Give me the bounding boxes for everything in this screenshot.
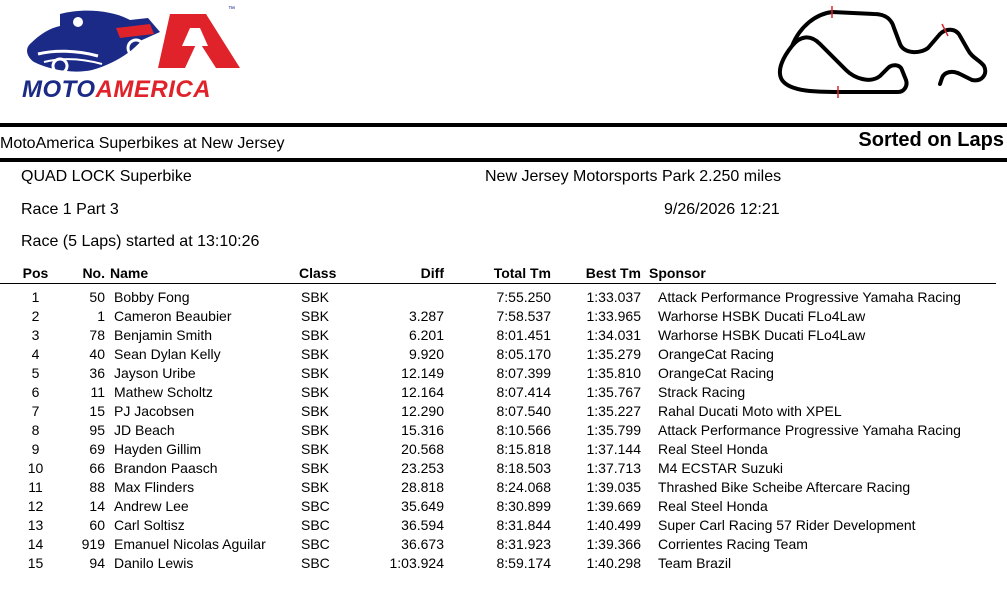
cell-number: 14 bbox=[89, 497, 105, 514]
cell-best-time: 1:34.031 bbox=[586, 326, 641, 343]
cell-diff: 12.164 bbox=[401, 383, 444, 400]
cell-rider-name: Emanuel Nicolas Aguilar bbox=[114, 535, 266, 552]
table-row bbox=[0, 363, 996, 382]
cell-best-time: 1:39.669 bbox=[586, 497, 641, 514]
cell-number: 1 bbox=[97, 307, 105, 324]
cell-sponsor: OrangeCat Racing bbox=[658, 364, 774, 381]
results-header-row bbox=[0, 263, 996, 284]
header-class: Class bbox=[291, 263, 371, 284]
cell-best-time: 1:40.499 bbox=[586, 516, 641, 533]
cell-class: SBK bbox=[301, 364, 330, 381]
rider-emblem-icon bbox=[20, 6, 245, 78]
cell-number: 60 bbox=[89, 516, 105, 533]
cell-diff: 35.649 bbox=[401, 497, 444, 514]
cell-class: SBK bbox=[301, 440, 330, 457]
cell-best-time: 1:40.298 bbox=[586, 554, 641, 571]
cell-rider-name: Benjamin Smith bbox=[114, 326, 213, 343]
cell-pos: 8 bbox=[31, 421, 40, 438]
cell-total-time: 7:58.537 bbox=[496, 307, 551, 324]
cell-best-time: 1:37.713 bbox=[586, 459, 641, 476]
sort-label: Sorted on Laps bbox=[858, 129, 1004, 151]
cell-best-time: 1:35.279 bbox=[586, 345, 641, 362]
cell-total-time: 8:24.068 bbox=[496, 478, 551, 495]
cell-best-time: 1:39.035 bbox=[586, 478, 641, 495]
cell-total-time: 8:10.566 bbox=[496, 421, 551, 438]
cell-diff: 20.568 bbox=[401, 440, 444, 457]
cell-diff: 12.149 bbox=[401, 364, 444, 381]
cell-sponsor: Corrientes Racing Team bbox=[658, 535, 808, 552]
cell-total-time: 7:55.250 bbox=[496, 288, 551, 305]
table-row bbox=[0, 420, 996, 439]
cell-class: SBC bbox=[301, 497, 330, 514]
cell-sponsor: OrangeCat Racing bbox=[658, 345, 774, 362]
class-name: QUAD LOCK Superbike bbox=[21, 168, 192, 185]
cell-rider-name: Sean Dylan Kelly bbox=[114, 345, 221, 362]
table-row bbox=[0, 534, 996, 553]
cell-total-time: 8:31.844 bbox=[496, 516, 551, 533]
track-map-icon bbox=[770, 4, 995, 102]
cell-diff: 6.201 bbox=[408, 326, 444, 343]
table-row bbox=[0, 458, 996, 477]
cell-diff: 28.818 bbox=[401, 478, 444, 495]
cell-class: SBC bbox=[301, 516, 330, 533]
header-rule-bottom bbox=[0, 158, 1007, 162]
cell-total-time: 8:31.923 bbox=[496, 535, 551, 552]
venue: New Jersey Motorsports Park 2.250 miles bbox=[485, 168, 782, 185]
cell-number: 94 bbox=[89, 554, 105, 571]
cell-sponsor: Warhorse HSBK Ducati FLo4Law bbox=[658, 307, 866, 324]
cell-best-time: 1:35.810 bbox=[586, 364, 641, 381]
cell-sponsor: Real Steel Honda bbox=[658, 497, 768, 514]
cell-number: 36 bbox=[89, 364, 105, 381]
cell-diff bbox=[371, 284, 444, 307]
cell-pos: 12 bbox=[27, 497, 44, 514]
cell-class: SBK bbox=[301, 383, 330, 400]
table-row bbox=[0, 344, 996, 363]
cell-total-time: 8:07.540 bbox=[496, 402, 551, 419]
cell-rider-name: Hayden Gillim bbox=[114, 440, 202, 457]
cell-number: 88 bbox=[89, 478, 105, 495]
cell-class: SBK bbox=[301, 288, 330, 305]
cell-class: SBK bbox=[301, 402, 330, 419]
cell-rider-name: Danilo Lewis bbox=[114, 554, 194, 571]
cell-sponsor: Rahal Ducati Moto with XPEL bbox=[658, 402, 842, 419]
header-no: No. bbox=[74, 263, 105, 284]
results-table bbox=[0, 263, 996, 572]
cell-pos: 2 bbox=[31, 307, 40, 324]
cell-class: SBC bbox=[301, 535, 330, 552]
cell-rider-name: Bobby Fong bbox=[114, 288, 190, 305]
cell-diff: 36.594 bbox=[401, 516, 444, 533]
cell-total-time: 8:30.899 bbox=[496, 497, 551, 514]
cell-diff: 23.253 bbox=[401, 459, 444, 476]
cell-class: SBC bbox=[301, 554, 330, 571]
cell-class: SBK bbox=[301, 307, 330, 324]
table-row bbox=[0, 477, 996, 496]
cell-sponsor: Real Steel Honda bbox=[658, 440, 768, 457]
table-row bbox=[0, 401, 996, 420]
cell-class: SBK bbox=[301, 326, 330, 343]
cell-number: 15 bbox=[89, 402, 105, 419]
cell-sponsor: Team Brazil bbox=[658, 554, 732, 571]
cell-total-time: 8:07.399 bbox=[496, 364, 551, 381]
cell-rider-name: Carl Soltisz bbox=[114, 516, 185, 533]
cell-sponsor: Attack Performance Progressive Yamaha Racing bbox=[658, 288, 961, 305]
cell-number: 95 bbox=[89, 421, 105, 438]
cell-total-time: 8:18.503 bbox=[496, 459, 551, 476]
cell-diff: 36.673 bbox=[401, 535, 444, 552]
cell-rider-name: Max Flinders bbox=[114, 478, 195, 495]
table-row bbox=[0, 306, 996, 325]
cell-class: SBK bbox=[301, 459, 330, 476]
cell-rider-name: JD Beach bbox=[114, 421, 175, 438]
cell-number: 66 bbox=[89, 459, 105, 476]
cell-total-time: 8:07.414 bbox=[496, 383, 551, 400]
motoamerica-logo bbox=[20, 6, 245, 102]
race-start: Race (5 Laps) started at 13:10:26 bbox=[21, 233, 260, 250]
cell-pos: 5 bbox=[31, 364, 40, 381]
header-pos: Pos bbox=[0, 263, 74, 284]
cell-rider-name: Brandon Paasch bbox=[114, 459, 218, 476]
table-row bbox=[0, 284, 996, 307]
trademark-symbol: ™ bbox=[228, 6, 235, 13]
race-datetime: 9/26/2026 12:21 bbox=[664, 201, 780, 218]
cell-rider-name: Andrew Lee bbox=[114, 497, 189, 514]
logo-wordmark: MOTOAMERICA bbox=[22, 76, 212, 103]
cell-best-time: 1:35.799 bbox=[586, 421, 641, 438]
cell-diff: 15.316 bbox=[401, 421, 444, 438]
table-row bbox=[0, 382, 996, 401]
header-total: Total Tm bbox=[444, 263, 551, 284]
cell-best-time: 1:35.227 bbox=[586, 402, 641, 419]
cell-best-time: 1:35.767 bbox=[586, 383, 641, 400]
cell-best-time: 1:33.965 bbox=[586, 307, 641, 324]
cell-total-time: 8:15.818 bbox=[496, 440, 551, 457]
cell-sponsor: Attack Performance Progressive Yamaha Racing bbox=[658, 421, 961, 438]
cell-number: 78 bbox=[89, 326, 105, 343]
header-sponsor: Sponsor bbox=[641, 263, 996, 284]
cell-best-time: 1:39.366 bbox=[586, 535, 641, 552]
cell-pos: 15 bbox=[27, 554, 44, 571]
cell-rider-name: PJ Jacobsen bbox=[114, 402, 195, 419]
cell-best-time: 1:37.144 bbox=[586, 440, 641, 457]
header-diff: Diff bbox=[371, 263, 444, 284]
event-title: MotoAmerica Superbikes at New Jersey bbox=[0, 135, 285, 152]
cell-pos: 1 bbox=[31, 288, 40, 305]
cell-class: SBK bbox=[301, 421, 330, 438]
cell-pos: 7 bbox=[31, 402, 40, 419]
cell-rider-name: Jayson Uribe bbox=[114, 364, 196, 381]
cell-sponsor: Super Carl Racing 57 Rider Development bbox=[658, 516, 916, 533]
table-row bbox=[0, 439, 996, 458]
cell-pos: 4 bbox=[31, 345, 40, 362]
table-row bbox=[0, 496, 996, 515]
table-row bbox=[0, 515, 996, 534]
cell-pos: 14 bbox=[27, 535, 44, 552]
cell-total-time: 8:01.451 bbox=[496, 326, 551, 343]
cell-sponsor: M4 ECSTAR Suzuki bbox=[658, 459, 783, 476]
cell-diff: 3.287 bbox=[408, 307, 444, 324]
cell-pos: 3 bbox=[31, 326, 40, 343]
cell-rider-name: Mathew Scholtz bbox=[114, 383, 213, 400]
cell-best-time: 1:33.037 bbox=[586, 288, 641, 305]
race-name: Race 1 Part 3 bbox=[21, 201, 119, 218]
cell-rider-name: Cameron Beaubier bbox=[114, 307, 232, 324]
header-name: Name bbox=[105, 263, 291, 284]
cell-class: SBK bbox=[301, 345, 330, 362]
cell-pos: 13 bbox=[27, 516, 44, 533]
table-row bbox=[0, 325, 996, 344]
cell-total-time: 8:59.174 bbox=[496, 554, 551, 571]
cell-sponsor: Strack Racing bbox=[658, 383, 746, 400]
cell-pos: 6 bbox=[31, 383, 40, 400]
cell-number: 69 bbox=[89, 440, 105, 457]
cell-number: 40 bbox=[89, 345, 105, 362]
cell-number: 919 bbox=[81, 535, 105, 552]
table-row bbox=[0, 553, 996, 572]
cell-pos: 11 bbox=[28, 478, 43, 495]
cell-number: 11 bbox=[90, 383, 105, 400]
cell-sponsor: Warhorse HSBK Ducati FLo4Law bbox=[658, 326, 866, 343]
cell-pos: 9 bbox=[31, 440, 40, 457]
cell-total-time: 8:05.170 bbox=[496, 345, 551, 362]
header-best: Best Tm bbox=[551, 263, 641, 284]
cell-diff: 12.290 bbox=[401, 402, 444, 419]
header-rule-top bbox=[0, 123, 1007, 127]
cell-number: 50 bbox=[89, 288, 105, 305]
cell-diff: 9.920 bbox=[408, 345, 444, 362]
cell-sponsor: Thrashed Bike Scheibe Aftercare Racing bbox=[658, 478, 911, 495]
cell-class: SBK bbox=[301, 478, 330, 495]
cell-pos: 10 bbox=[27, 459, 44, 476]
cell-diff: 1:03.924 bbox=[389, 554, 444, 571]
